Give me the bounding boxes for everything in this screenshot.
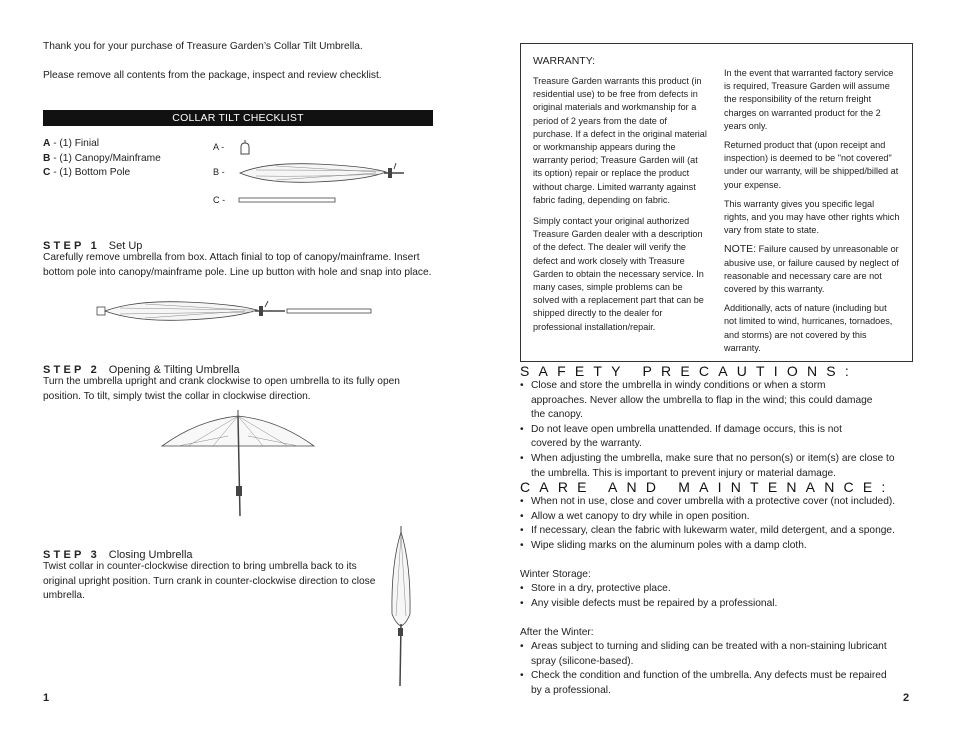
after-winter-list bbox=[520, 640, 900, 698]
closed-umbrella-icon bbox=[386, 524, 416, 688]
figure-label-a: A - bbox=[213, 142, 225, 152]
step-1-body: Carefully remove umbrella from box. Attach finial to top of canopy/mainframe. Insert bottom pole into canopy/mainframe pole. Line up button with hole and snap into place. bbox=[43, 252, 432, 278]
step-3-title: Closing Umbrella bbox=[108, 549, 193, 561]
finial-icon bbox=[238, 138, 252, 158]
intro-instructions: Please remove all contents from the package, inspect and review checklist. bbox=[43, 70, 382, 81]
step-2-title: Opening & Tilting Umbrella bbox=[108, 364, 240, 376]
warranty-paragraph: Simply contact your original authorized Treasure Garden dealer with a description of the defect. The dealer will verify the defect and work closely with Treasure Garden to obtain the necessary service. In many cases, simple problems can be solved with a replacement part that can be shipped directly to the dealer for professional installation/repair. bbox=[533, 216, 704, 332]
warranty-note bbox=[724, 243, 900, 296]
open-umbrella-icon bbox=[158, 408, 318, 518]
warranty-paragraph: In the event that warranted factory service is required, Treasure Garden will assume the responsibility of the return freight charges on warranted product for the 2 years only. bbox=[724, 68, 894, 131]
warranty-heading: WARRANTY: bbox=[533, 55, 596, 67]
intro-thanks: Thank you for your purchase of Treasure Garden’s Collar Tilt Umbrella. bbox=[43, 41, 363, 52]
page-number-left: 1 bbox=[43, 692, 50, 704]
list-item: • Allow a wet canopy to dry while in open position. bbox=[520, 510, 900, 525]
list-item: • Do not leave open umbrella unattended. If damage occurs, this is not covered by the warranty. bbox=[520, 423, 900, 452]
list-item: • Areas subject to turning and sliding can be treated with a non-staining lubricant spray (silicone-based). bbox=[520, 640, 900, 669]
step-3-body: Twist collar in counter-clockwise direction to bring umbrella back to its original upright position. Turn crank in counter-clockwise direction to close umbrella. bbox=[43, 561, 376, 602]
step-3-label: STEP 3 bbox=[43, 549, 100, 561]
warranty-right-column bbox=[724, 67, 900, 355]
warranty-paragraph: This warranty gives you specific legal rights, and you may have other rights which vary from state to state. bbox=[724, 198, 900, 236]
winter-list bbox=[520, 582, 900, 611]
checklist-items bbox=[43, 137, 213, 181]
page-number-right: 2 bbox=[903, 692, 910, 704]
bottom-pole-icon bbox=[238, 196, 338, 204]
list-item: • Store in a dry, protective place. bbox=[520, 582, 900, 597]
checklist-item-a: A - (1) Finial bbox=[43, 138, 100, 149]
warranty-paragraph: Additionally, acts of nature (including but not limited to wind, hurricanes, tornadoes, and storms) are not covered by this warranty. bbox=[724, 303, 893, 353]
list-item: • If necessary, clean the fabric with lukewarm water, mild detergent, and a sponge. bbox=[520, 524, 900, 539]
note-text: Failure caused by unreasonable or abusive use, or failure caused by neglect of reasonable and necessary care are not covered by this warranty. bbox=[724, 244, 899, 295]
safety-title: SAFETY PRECAUTIONS: bbox=[520, 363, 858, 379]
checklist-heading: COLLAR TILT CHECKLIST bbox=[43, 110, 433, 126]
after-winter-heading: After the Winter: bbox=[520, 627, 594, 638]
figure-label-c: C - bbox=[213, 195, 226, 205]
checklist-item-b: B - (1) Canopy/Mainframe bbox=[43, 152, 161, 164]
warranty-paragraph: Treasure Garden warrants this product (in residential use) to be free from defects in original materials and workmanship for a period of 2 years from the date of purchase. If a defect in the original material or workmanship appears during the warranty period; Treasure Garden will (at its option) repair or replace the product without charge. Limited warranty against fabric fading, depending on fabric. bbox=[533, 76, 707, 205]
warranty-left-column bbox=[533, 75, 708, 334]
list-item: • When adjusting the umbrella, make sure that no person(s) or item(s) are close to the umbrella. This is important to prevent injury or material damage. bbox=[520, 452, 900, 481]
closed-canopy-icon bbox=[236, 158, 406, 188]
step-2-body: Turn the umbrella upright and crank clockwise to open umbrella to its fully open position. To tilt, simply twist the collar in clockwise direction. bbox=[43, 376, 400, 402]
step-1-title: Set Up bbox=[108, 240, 143, 252]
list-item: • Any visible defects must be repaired by a professional. bbox=[520, 597, 900, 612]
note-label: NOTE: bbox=[724, 243, 757, 256]
safety-list bbox=[520, 379, 900, 481]
winter-heading: Winter Storage: bbox=[520, 569, 591, 580]
care-list bbox=[520, 495, 900, 553]
figure-label-b: B - bbox=[213, 167, 225, 177]
step-1-label: STEP 1 bbox=[43, 240, 100, 252]
list-item: • Wipe sliding marks on the aluminum poles with a damp cloth. bbox=[520, 539, 900, 554]
list-item: • When not in use, close and cover umbrella with a protective cover (not included). bbox=[520, 495, 900, 510]
step-2-label: STEP 2 bbox=[43, 364, 100, 376]
warranty-paragraph: Returned product that (upon receipt and inspection) is deemed to be "not covered" under our warranty, will be shipped/billed at your expense. bbox=[724, 140, 899, 190]
list-item: • Close and store the umbrella in windy conditions or when a storm approaches. Never allow the umbrella to flap in the wind; this could damage the canopy. bbox=[520, 379, 900, 423]
care-title: CARE AND MAINTENANCE: bbox=[520, 479, 895, 495]
assembled-umbrella-icon bbox=[95, 296, 375, 326]
checklist-item-c: C - (1) Bottom Pole bbox=[43, 167, 131, 179]
list-item: • Check the condition and function of the umbrella. Any defects must be repaired by a professional. bbox=[520, 669, 900, 698]
